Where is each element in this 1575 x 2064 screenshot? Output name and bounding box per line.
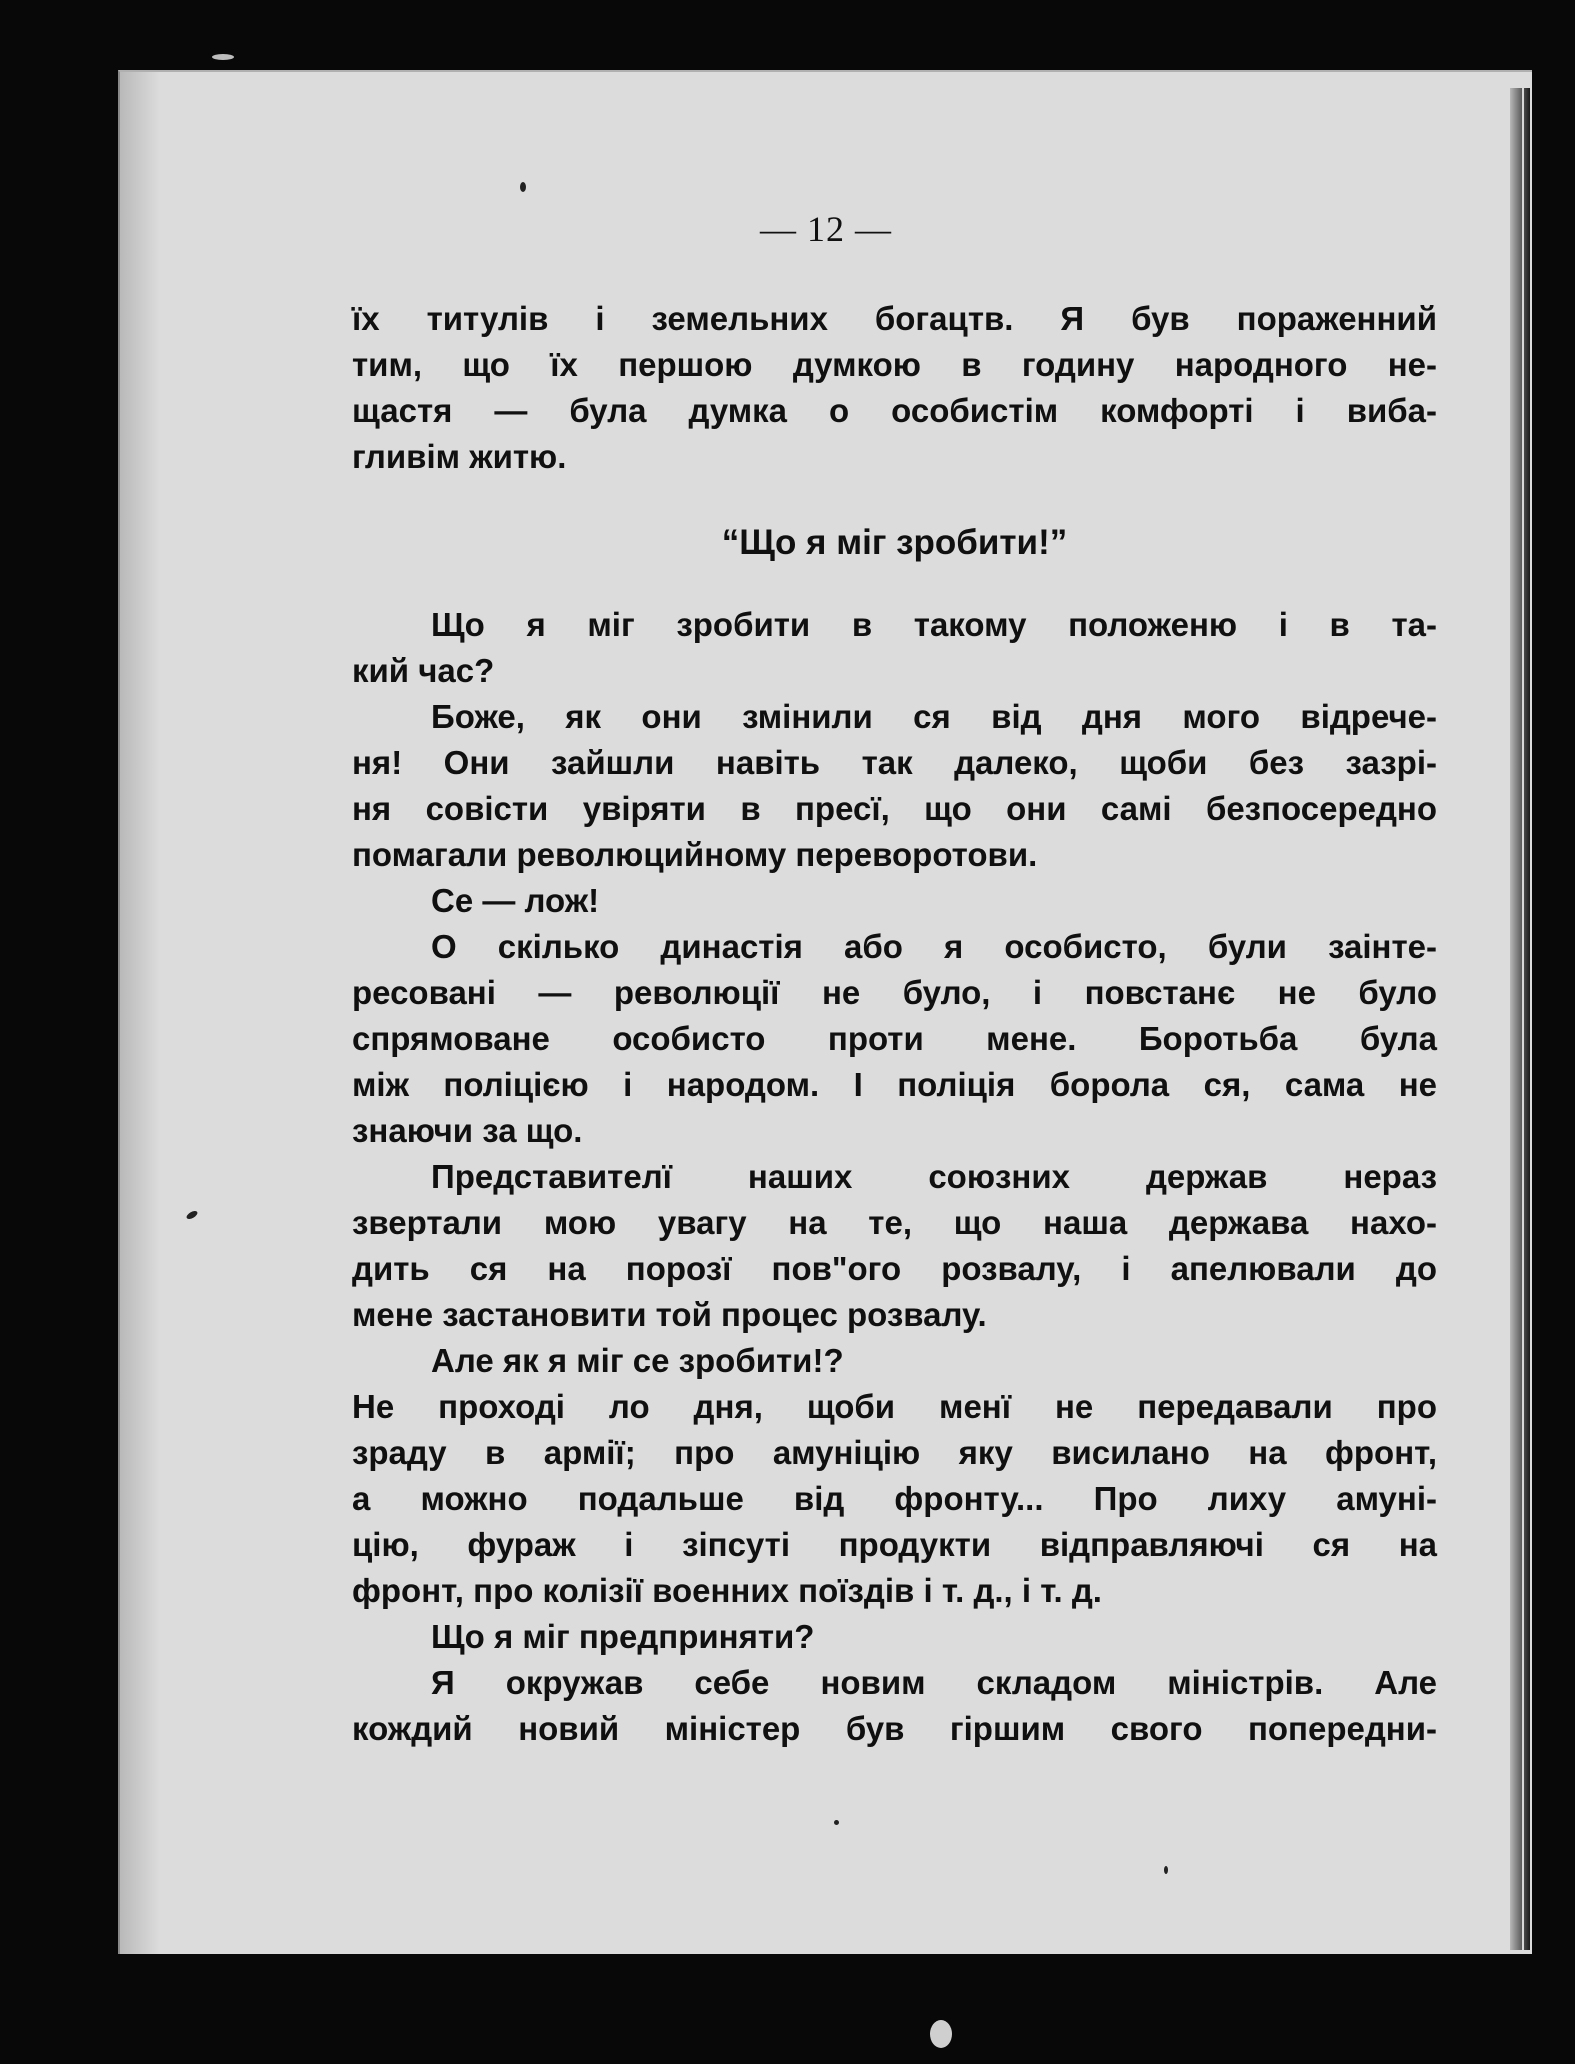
text-line: Що я міг зробити в такому положеню і в та- <box>431 606 1437 643</box>
text-line: фронт, про колізії военних поїздів і т. д., і т. д. <box>352 1572 1102 1609</box>
text-line: кождий новий міністер був гіршим свого попередни- <box>352 1710 1437 1747</box>
next-page-edge <box>1510 88 1530 1950</box>
text-line: щастя — була думка о особистім комфорті і виба- <box>352 392 1437 429</box>
text-line: а можно подальше від фронту... Про лиху амуні- <box>352 1480 1437 1517</box>
text-line: Що я міг предприняти? <box>431 1618 815 1655</box>
page-number: — 12 — <box>760 209 892 249</box>
scan-speck <box>930 2020 952 2048</box>
text-line: дить ся на порозї пов"ого розвалу, і апелювали до <box>352 1250 1437 1287</box>
scan-speck <box>1164 1866 1168 1874</box>
text-line: спрямоване особисто проти мене. Боротьба була <box>352 1020 1437 1057</box>
text-line: ня совісти увіряти в пресї, що они самі безпосередно <box>352 790 1437 827</box>
text-line: Не проході ло дня, щоби менї не передавали про <box>352 1388 1437 1425</box>
scanned-page <box>118 70 1532 1954</box>
text-line: цію, фураж і зіпсуті продукти відправляючі ся на <box>352 1526 1437 1563</box>
text-line: гливім житю. <box>352 438 567 475</box>
body-text <box>352 602 1437 1752</box>
text-line: Представителї наших союзних держав нераз <box>431 1158 1437 1195</box>
text-line: ресовані — революції не було, і повстанє не було <box>352 974 1437 1011</box>
scan-speck <box>520 182 526 192</box>
text-line: Боже, як они змінили ся від дня мого відрече- <box>431 698 1437 735</box>
next-page-edge-line <box>1522 88 1524 1950</box>
page-text <box>352 296 1437 1752</box>
text-line: зраду в армії; про амуніцію яку висилано на фронт, <box>352 1434 1437 1471</box>
text-line: знаючи за що. <box>352 1112 583 1149</box>
text-line: мене застановити той процес розвалу. <box>352 1296 987 1333</box>
section-heading: “Що я міг зробити!” <box>721 523 1068 562</box>
scan-speck <box>834 1820 839 1825</box>
text-line: тим, що їх першою думкою в годину народного не- <box>352 346 1437 383</box>
text-line: між поліцією і народом. І поліція борола ся, сама не <box>352 1066 1437 1103</box>
page-gutter-shadow <box>120 72 160 1954</box>
intro-paragraph <box>352 296 1437 480</box>
text-line: звертали мою увагу на те, що наша держава нахо- <box>352 1204 1437 1241</box>
text-line: їх титулів і земельних богацтв. Я був пораженний <box>352 300 1437 337</box>
scan-speck <box>212 54 234 60</box>
text-line: Я окружав себе новим складом міністрів. Але <box>431 1664 1437 1701</box>
text-line: Але як я міг се зробити!? <box>431 1342 844 1379</box>
text-line: Се — лож! <box>431 882 600 919</box>
text-line: О скілько династія або я особисто, були заінте- <box>431 928 1437 965</box>
text-line: помагали революцийному переворотови. <box>352 836 1038 873</box>
text-line: кий час? <box>352 652 495 689</box>
text-line: ня! Они зайшли навіть так далеко, щоби без зазрі- <box>352 744 1437 781</box>
